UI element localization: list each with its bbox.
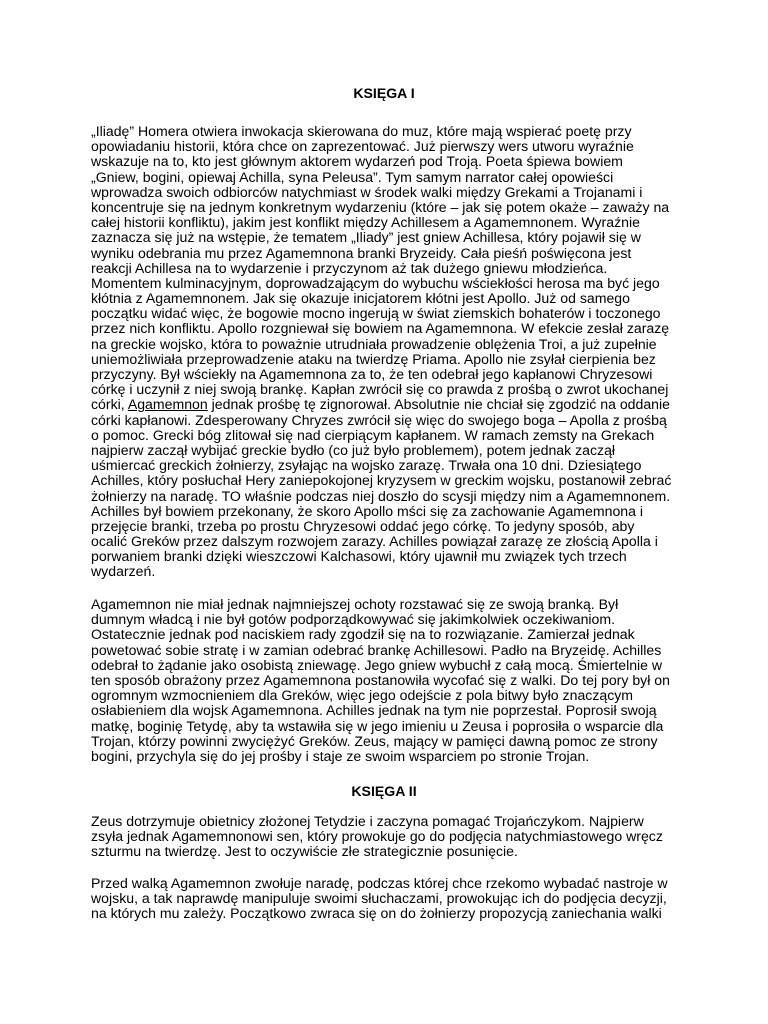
- text-line: wojsku, a tak naprawdę manipuluje swoimi słuchaczami, prowokując ich do podjęcia decyzji,: [91, 890, 667, 907]
- text-line: początku widać więc, że bogowie mocno ingerują w świat ziemskich bohaterów i toczonego: [91, 305, 661, 322]
- text-line: dumnym władcą i nie był gotów podporządkowywać się jakimkolwiek oczekiwaniom.: [91, 611, 616, 628]
- text-line: Momentem kulminacyjnym, doprowadzającym do wybuchu wściekłości herosa ma być jego: [91, 274, 660, 291]
- text-line: Achilles, który posłuchał Hery zaniepokojonej kryzysem w greckim wojsku, postanowił zebrać: [91, 472, 672, 489]
- text-line: zsyła jednak Agamemnonowi sen, który prowokuje go do podjęcia natychmiastowego wręcz: [91, 828, 663, 845]
- text-line: kłótnia z Agamemnonem. Jak się okazuje inicjatorem kłótni jest Apollo. Już od samego: [91, 290, 630, 307]
- text-line: powetować sobie stratę i w zamian odebrać brankę Achillesowi. Padło na Bryzeidę. Achilles: [91, 641, 662, 658]
- paragraph: [91, 876, 691, 922]
- text-line: żołnierzy na naradę. TO właśnie podczas niej doszło do scysji między nim a Agamemnonem.: [91, 487, 671, 504]
- text-line: córkę i uczynił z niej swoją brankę. Kapłan zwrócił się co prawda z prośbą o zwrot ukochanej: [91, 381, 669, 398]
- text-line: wyniku odebrania mu przez Agamemnona branki Bryzeidy. Cała pieśń poświęcona jest: [91, 244, 632, 261]
- text-line: koncentruje się na jednym konkretnym wydarzeniu (które – jak się potem okaże – zaważy na: [91, 198, 670, 215]
- text-line: całej historii konfliktu), jakim jest konflikt między Achillesem a Agamemnonem. Wyraźnie: [91, 214, 640, 231]
- text-line: przejęcie branki, trzeba po prostu Chryzesowi oddać jego córkę. To jedyny sposób, aby: [91, 517, 635, 534]
- text-line: ocalić Greków przez dalszym rozwojem zarazy. Achilles powiązał zarazę ze złością Apolla i: [91, 533, 658, 550]
- text-line: wprowadza swoich odbiorców natychmiast w środek walki między Grekami a Trojanami i: [91, 183, 643, 200]
- section-heading-2: KSIĘGA II: [351, 783, 417, 799]
- text-line: najpierw zaczął wybijać greckie bydło (co już było problemem), potem jednak zaczął: [91, 441, 616, 458]
- text-line: „Gniew, bogini, opiewaj Achilla, syna Peleusa”. Tym samym narrator całej opowieści: [91, 168, 614, 185]
- paragraph: [91, 124, 691, 580]
- text-line: Achilles był bowiem przekonany, że skoro Apollo mści się za zachowanie Agamemnona i: [91, 502, 644, 519]
- text-line: bogini, przychyla się do jej prośby i staje ze swoim wsparciem po stronie Trojan.: [91, 747, 590, 764]
- text-line: na greckie wojsko, która to poważnie utrudniała prowadzenie oblężenia Troi, a już zupełnie: [91, 335, 657, 352]
- text-line: osłabieniem dla wojsk Agamemnona. Achilles jednak na tym nie poprzestał. Poprosił swoją: [91, 702, 657, 719]
- text-line: córki kapłanowi. Zdesperowany Chryzes zwrócił się więc do swojego boga – Apolla z prośbą: [91, 411, 667, 428]
- text-line: przyczyny. Był wściekły na Agamemnona za to, że ten odebrał jego kapłanowi Chryzesowi: [91, 366, 653, 382]
- text-line: odebrał to żądanie jako osobistą zniewagę. Jego gniew wybuchł z całą mocą. Śmiertelnie w: [91, 656, 663, 673]
- text-line: szturmu na twierdzę. Jest to oczywiście złe strategicznie posunięcie.: [91, 843, 518, 860]
- text-line: przez nich konfliktu. Apollo rozgniewał się bowiem na Agamemnona. W efekcie zesłał zarazę: [91, 320, 670, 337]
- paragraph: [91, 597, 691, 764]
- text-line: Ostatecznie jednak pod naciskiem rady zgodził się na to rozwiązanie. Zamierzał jednak: [91, 626, 635, 643]
- text-line: reakcji Achillesa na to wydarzenie i przyczynom aż tak dużego gniewu młodzieńca.: [91, 259, 608, 276]
- text-line: ten sposób obrażony przez Agamemnona postanowiła wycofać się z walki. Do tej pory był on: [91, 671, 670, 688]
- paragraph: [91, 814, 691, 860]
- text-line: opowiadaniu historii, która chce on zaprezentować. Już pierwszy wers utworu wyraźnie: [91, 138, 634, 155]
- text-line: uśmiercać greckich żołnierzy, zsyłając na wojsko zarazę. Trwała ona 10 dni. Dziesiątego: [91, 457, 642, 474]
- text-line: uniemożliwiała przeprowadzenie ataku na twierdzę Priama. Apollo nie zsyłał cierpienia bez: [91, 350, 656, 367]
- text-line: Agamemnon nie miał jednak najmniejszej ochoty rozstawać się ze swoją branką. Był: [91, 596, 619, 612]
- text-line: wskazuje na to, kto jest głównym aktorem wydarzeń pod Troją. Poeta śpiewa bowiem: [91, 153, 623, 170]
- text-line: ogromnym wzmocnieniem dla Greków, więc jego odejście z pola bitwy było znaczącym: [91, 687, 634, 704]
- text-line: Przed walką Agamemnon zwołuje naradę, podczas której chce rzekomo wybadać nastroje w: [91, 875, 668, 891]
- text-line: „Iliadę” Homera otwiera inwokacja skierowana do muz, które mają wspierać poetę przy: [91, 123, 632, 139]
- text-line: o pomoc. Grecki bóg zlitował się nad cierpiącym kapłanem. W ramach zemsty na Grekach: [91, 426, 655, 443]
- section-heading-1: KSIĘGA I: [353, 85, 415, 101]
- text-line: porwaniem branki dzięki wieszczowi Kalchasowi, który ujawnił mu związek tych trzech: [91, 548, 627, 565]
- text-line: wydarzeń.: [91, 563, 156, 580]
- text-line: matkę, boginię Tetydę, aby ta wstawiła się w jego imieniu u Zeusa i poprosiła o wsparcie dla: [91, 717, 664, 734]
- underlined-word: Agamemnon: [127, 396, 208, 413]
- text-line: Trojan, którzy powinni zwyciężyć Greków. Zeus, mający w pamięci dawną pomoc ze strony: [91, 732, 658, 749]
- text-line: córki, Agamemnon jednak prośbę tę zignorował. Absolutnie nie chciał się zgodzić na oddanie: [91, 396, 670, 413]
- text-line: zaznacza się już na wstępie, że tematem „Iliady” jest gniew Achillesa, który pojawił się w: [91, 229, 641, 246]
- text-line: na których mu zależy. Początkowo zwraca się on do żołnierzy propozycją zaniechania walki: [91, 905, 662, 922]
- text-line: Zeus dotrzymuje obietnicy złożonej Tetydzie i zaczyna pomagać Trojańczykom. Najpierw: [91, 813, 644, 829]
